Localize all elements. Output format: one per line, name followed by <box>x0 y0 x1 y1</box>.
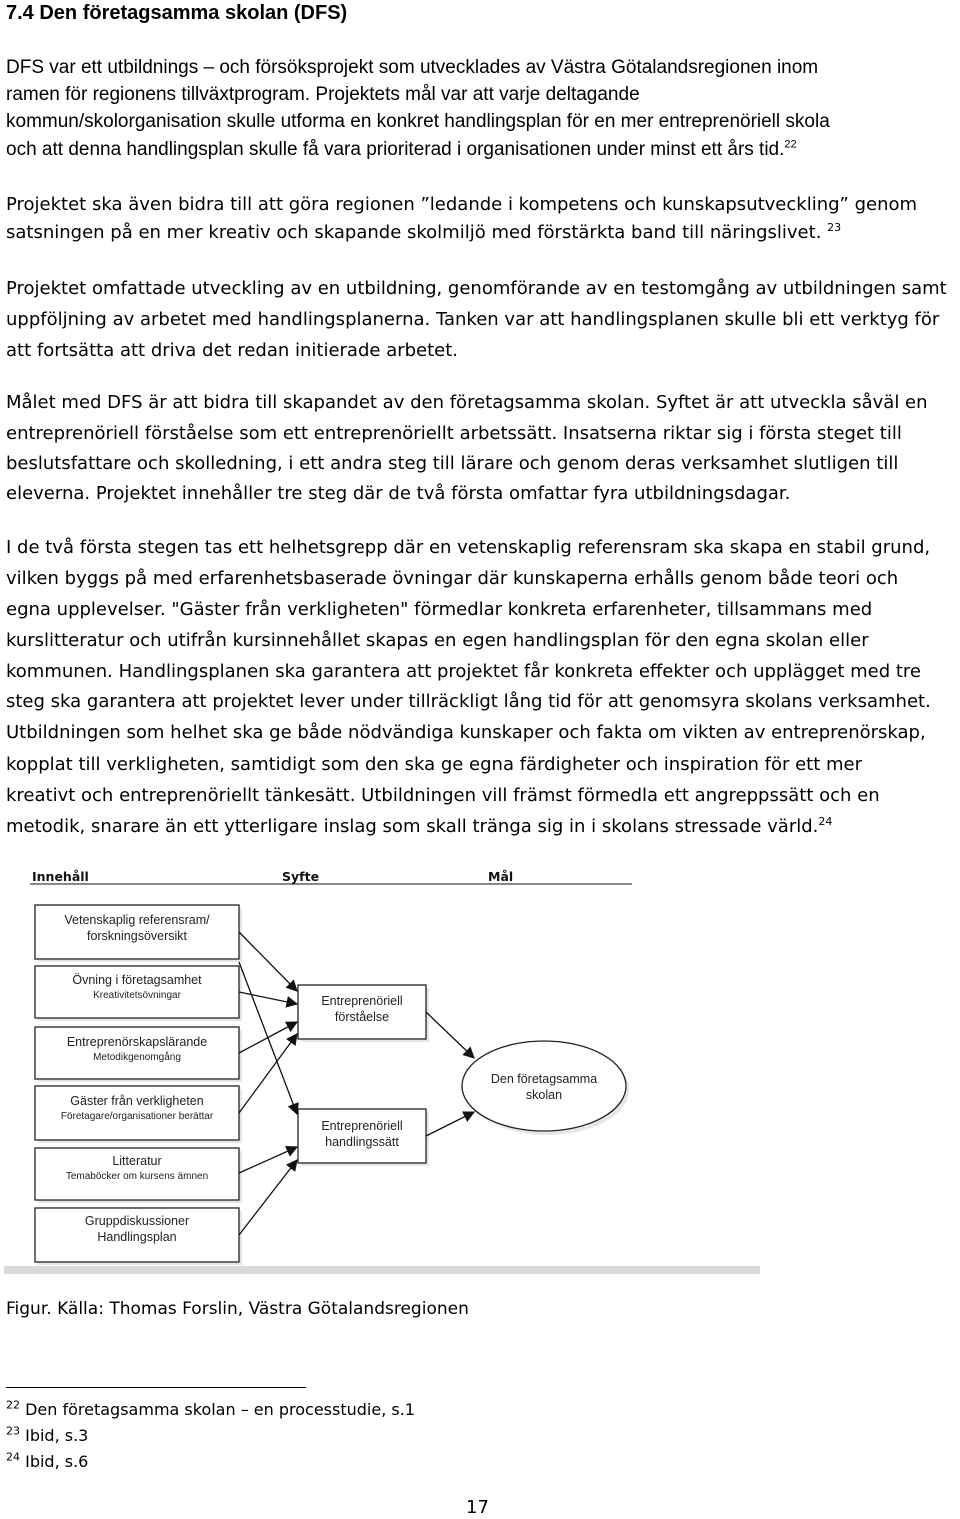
para3-line: uppföljning av arbetet med handlingsplanerna. Tanken var att handlingsplanen skulle bli ett verktyg för <box>6 309 940 330</box>
para4-line: eleverna. Projektet innehåller tre steg där de två första omfattar fyra utbildningsdagar. <box>6 483 791 504</box>
para3-line: Projektet omfattade utveckling av en utbildning, genomförande av en testomgång av utbildningen samt <box>6 278 947 299</box>
para5-line: kreativt och entreprenöriellt tänkesätt. Utbildningen vill främst förmedla ett angreppssätt och en <box>6 785 880 806</box>
para1-line: ramen för regionens tillväxtprogram. Projektets mål var att varje deltagande <box>6 84 640 105</box>
arrow <box>239 992 297 1004</box>
footnote-ref[interactable]: 23 <box>827 221 842 234</box>
arrow <box>239 1147 297 1173</box>
para4-line: entreprenöriell förståelse som ett entreprenöriellt arbetssätt. Insatserna riktar sig i första steget till <box>6 423 902 444</box>
content-box-subtitle: Temaböcker om kursens ämnen <box>65 1171 209 1182</box>
arrow <box>426 1112 474 1136</box>
para5-line: kurslitteratur och utifrån kursinnehållet skapas en egen handlingsplan för den egna skolan eller <box>6 630 869 651</box>
para5-line: steg ska garantera att projektet lever under tillräckligt lång tid för att genomsyra skolans verksamhet. <box>6 691 931 712</box>
para2-line: Projektet ska även bidra till att göra regionen ”ledande i kompetens och kunskapsutveckling” genom <box>6 194 918 215</box>
footnote-separator <box>6 1387 306 1388</box>
goal-label: skolan <box>525 1088 563 1102</box>
purpose-box-label: Entreprenöriell <box>321 994 403 1008</box>
para5-line: Utbildningen som helhet ska ge både nödvändiga kunskaper och fakta om vikten av entreprenörskap, <box>6 722 926 743</box>
goal-ellipse <box>462 1041 629 1135</box>
para5-line: egna upplevelser. "Gäster från verkligheten" förmedlar konkreta erfarenheter, tillsammans med <box>6 599 873 620</box>
content-box-3 <box>35 1027 242 1082</box>
content-box-title: Litteratur <box>112 1154 162 1168</box>
content-box-subtitle: Kreativitetsövningar <box>93 990 181 1001</box>
content-box-title: Vetenskaplig referensram/ <box>64 913 210 927</box>
arrow <box>239 962 297 1114</box>
content-box-title: Entreprenörskapslärande <box>66 1035 208 1049</box>
header-syfte: Syfte <box>282 869 320 884</box>
figure-bottom-band <box>4 1266 760 1274</box>
para4-line: beslutsfattare och skolledning, i ett andra steg till lärare och genom deras verksamhet slutligen till <box>6 453 899 474</box>
header-innehall: Innehåll <box>32 869 89 884</box>
section-heading: 7.4 Den företagsamma skolan (DFS) <box>6 2 348 24</box>
figure-caption: Figur. Källa: Thomas Forslin, Västra Götalandsregionen <box>6 1299 469 1319</box>
para5-line: metodik, snarare än ett ytterligare inslag som skall tränga sig in i skolans stressade värld.$^{24}$ <box>6 815 833 837</box>
content-box-title: Handlingsplan <box>97 1230 177 1244</box>
footnote-24: $^{24}$ Ibid, s.6 <box>6 1450 89 1471</box>
content-box-1 <box>35 905 242 962</box>
purpose-box-forstaelse <box>298 985 429 1042</box>
content-box-title: forskningsöversikt <box>86 929 188 943</box>
content-box-4 <box>35 1086 242 1143</box>
purpose-box-label: Entreprenöriell <box>321 1119 403 1133</box>
content-box-title: Gruppdiskussioner <box>84 1214 190 1228</box>
goal-label: Den företagsamma <box>490 1072 598 1086</box>
para5-line: kommunen. Handlingsplanen ska garantera att projektet får konkreta effekter och upplägget med tre <box>6 661 921 682</box>
content-box-6 <box>35 1208 242 1265</box>
para3-line: att fortsätta att driva det redan initierade arbetet. <box>6 340 459 361</box>
footnote-23: $^{23}$ Ibid, s.3 <box>6 1424 89 1445</box>
content-box-5 <box>35 1148 242 1203</box>
purpose-box-handlingssatt <box>298 1109 429 1166</box>
content-box-title: Övning i företagsamhet <box>72 973 202 987</box>
para5-line: kopplat till verkligheten, samtidigt som den ska ge egna färdigheter och inspiration för ett mer <box>6 754 863 775</box>
arrow <box>239 932 297 991</box>
para5-line: I de två första stegen tas ett helhetsgrepp där en vetenskaplig referensram ska skapa en stabil grund, <box>6 537 931 558</box>
header-mal: Mål <box>488 869 514 884</box>
para1-line: och att denna handlingsplan skulle få vara prioriterad i organisationen under minst ett års tid.$^{22}$ <box>6 138 797 160</box>
content-box-2 <box>35 966 242 1021</box>
footnote-22: $^{22}$ Den företagsamma skolan – en processtudie, s.1 <box>6 1398 415 1419</box>
footnote-ref[interactable]: 22 <box>784 138 797 151</box>
arrow <box>239 1160 297 1235</box>
para4-line: Målet med DFS är att bidra till skapandet av den företagsamma skolan. Syftet är att utveckla såväl en <box>6 392 928 413</box>
para1-line: kommun/skolorganisation skulle utforma en konkret handlingsplan för en mer entreprenöriell skola <box>6 111 830 132</box>
arrow <box>426 1012 474 1058</box>
process-figure <box>4 862 760 1274</box>
content-box-title: Gäster från verkligheten <box>70 1094 204 1108</box>
page-number: 17 <box>466 1497 489 1518</box>
para2-line: satsningen på en mer kreativ och skapande skolmiljö med förstärkta band till näringslivet. $^{23}$ <box>6 221 842 243</box>
para1-line: DFS var ett utbildnings – och försöksprojekt som utvecklades av Västra Götalandsregionen inom <box>6 57 819 78</box>
purpose-box-label: handlingssätt <box>325 1135 399 1149</box>
content-box-subtitle: Företagare/organisationer berättar <box>60 1111 214 1122</box>
arrow <box>239 1034 297 1113</box>
content-box-subtitle: Metodikgenomgång <box>93 1052 181 1063</box>
para5-line: vilken byggs på med erfarenhetsbaserade övningar där kunskaperna erhålls genom både teori och <box>6 568 899 589</box>
footnote-ref[interactable]: 24 <box>818 815 833 828</box>
purpose-box-label: förståelse <box>334 1010 390 1024</box>
